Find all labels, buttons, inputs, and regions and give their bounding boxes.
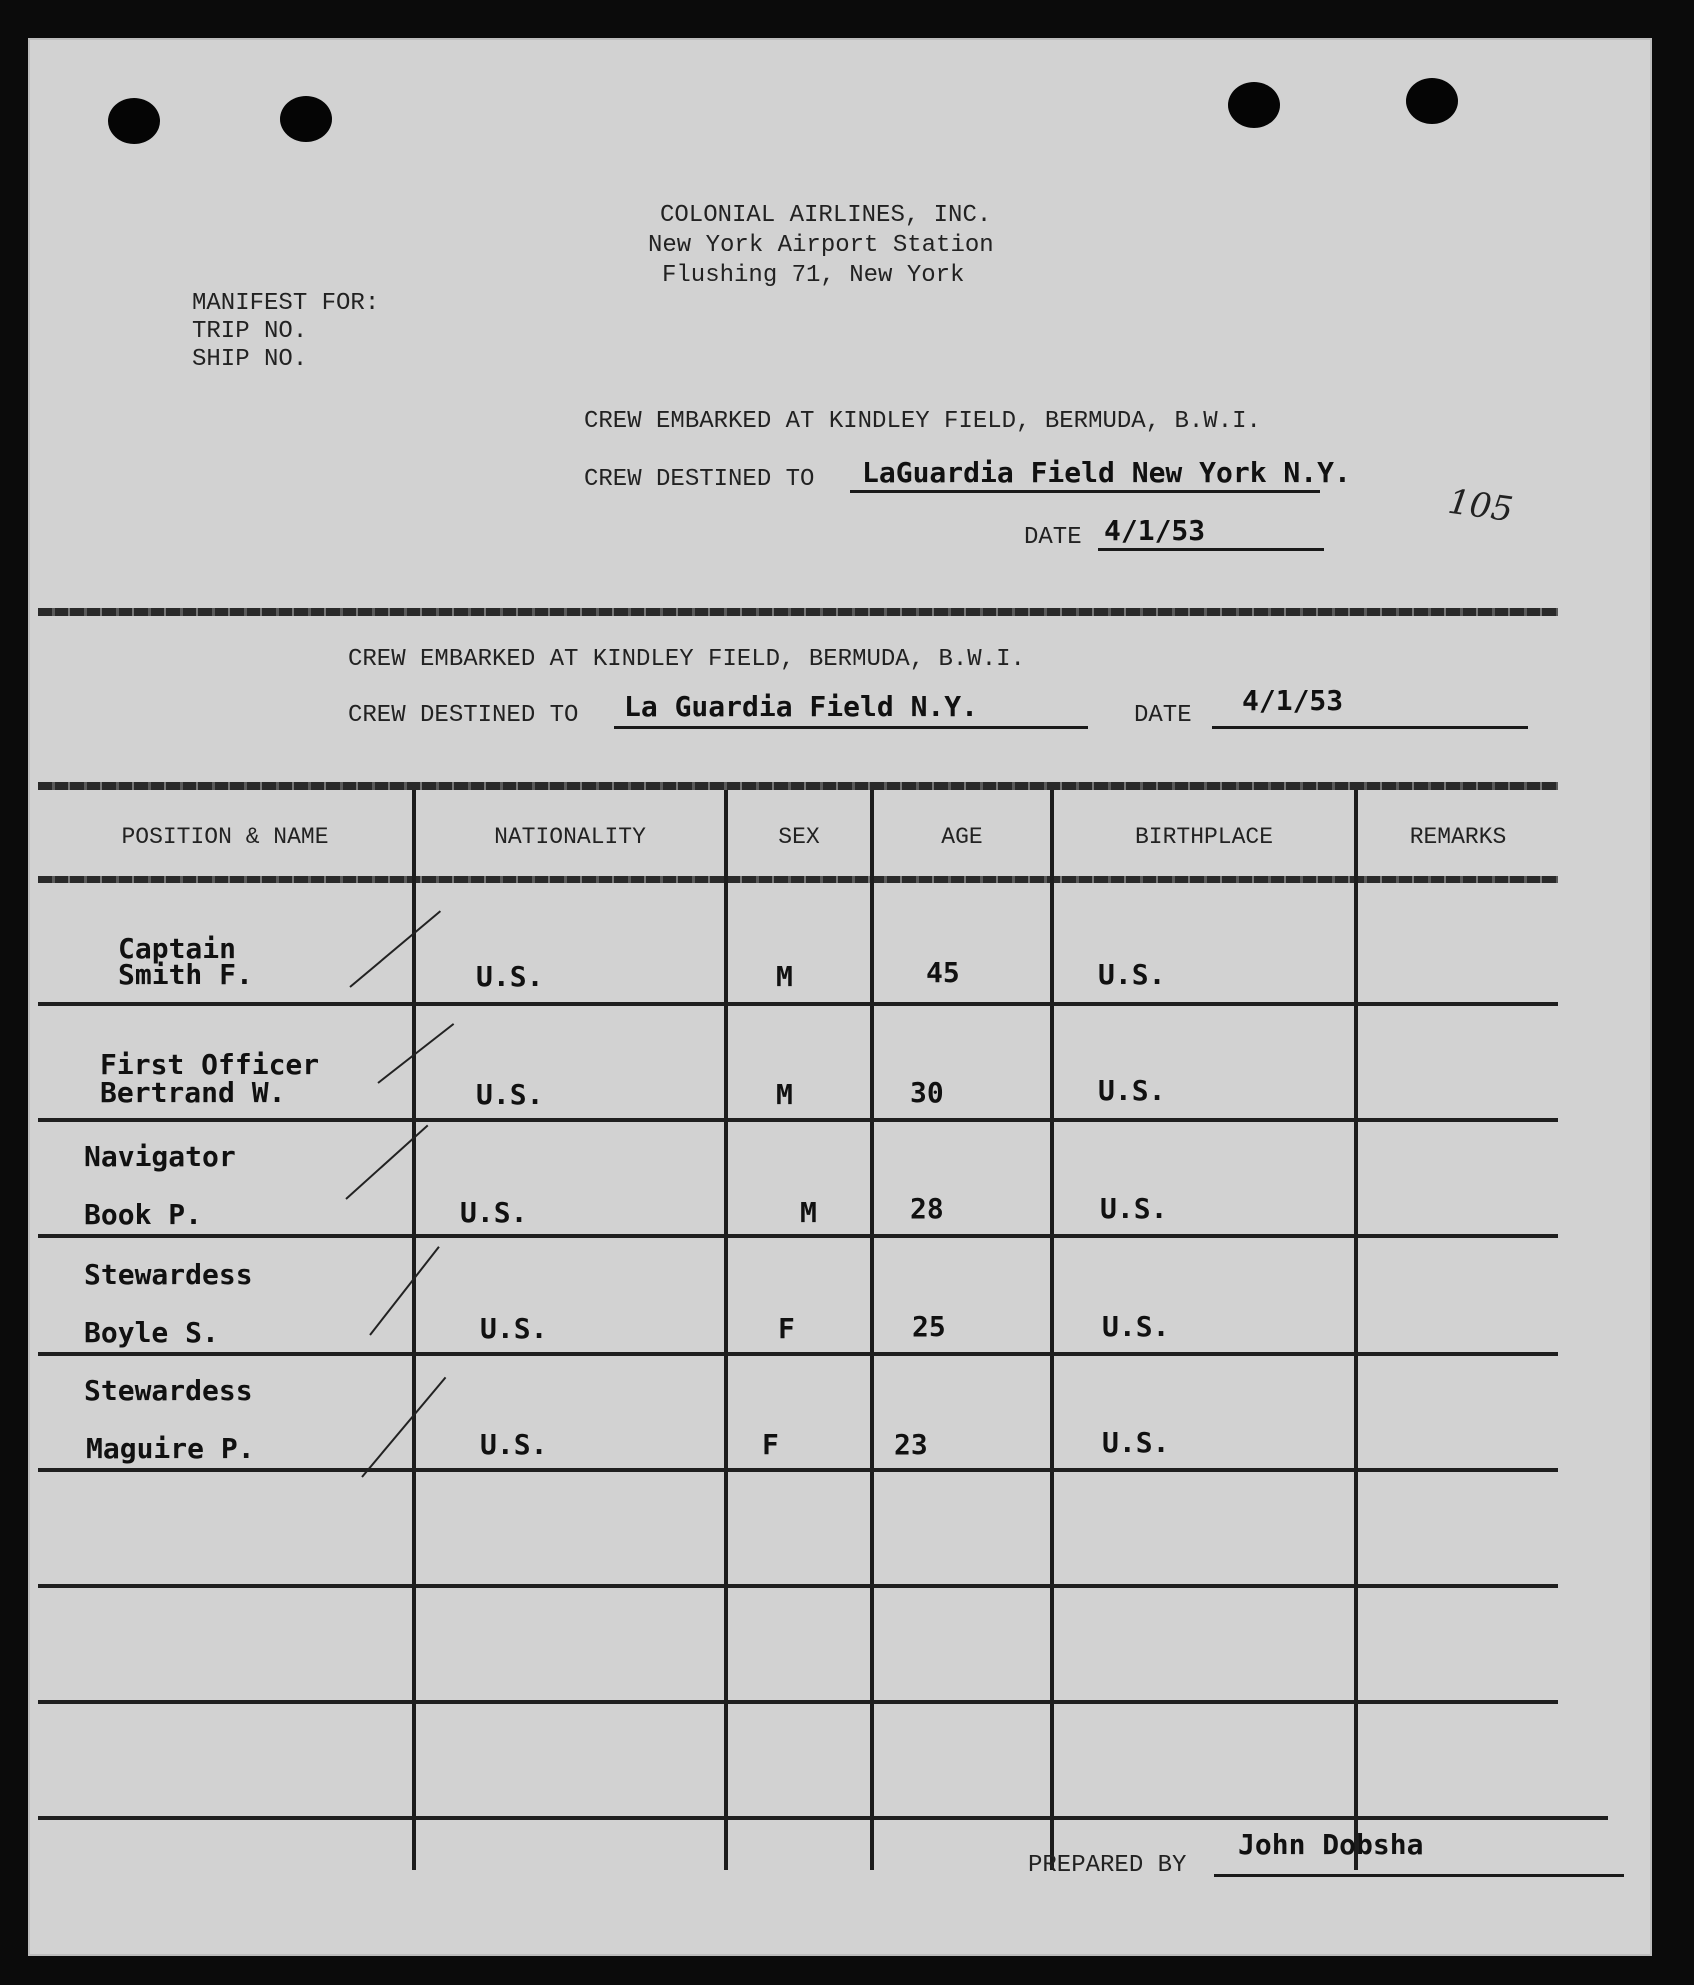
header-position-name: POSITION & NAME: [121, 824, 329, 850]
crew-nationality: U.S.: [480, 1428, 548, 1461]
manifest-page: [28, 38, 1652, 1956]
column-divider: [724, 790, 728, 1870]
row-divider: [38, 1700, 1558, 1704]
crew-nationality: U.S.: [476, 1078, 544, 1111]
embarked-line-second: CREW EMBARKED AT KINDLEY FIELD, BERMUDA, B.W.I.: [348, 646, 1025, 673]
crew-age: 28: [910, 1192, 944, 1225]
crew-birthplace: U.S.: [1102, 1426, 1170, 1459]
crew-nationality: U.S.: [460, 1196, 528, 1229]
destination-underline-second: [614, 726, 1088, 729]
crew-nationality: U.S.: [480, 1312, 548, 1345]
header-bottom-border: [38, 876, 1558, 883]
crew-age: 30: [910, 1076, 944, 1109]
crew-nationality: U.S.: [476, 960, 544, 993]
crew-birthplace: U.S.: [1098, 958, 1166, 991]
crew-sex: M: [776, 960, 793, 993]
prepared-by-label: PREPARED BY: [1028, 1852, 1187, 1879]
crew-name: Bertrand W.: [100, 1076, 286, 1109]
destined-label-top: CREW DESTINED TO: [584, 466, 815, 493]
row-divider: [38, 1234, 1558, 1238]
date-label-top: DATE: [1024, 524, 1082, 551]
crew-sex: M: [800, 1196, 817, 1229]
destination-second: La Guardia Field N.Y.: [624, 690, 979, 723]
table-top-border: [38, 782, 1558, 790]
station-name: New York Airport Station: [648, 232, 994, 259]
column-divider: [1050, 790, 1054, 1870]
header-remarks: REMARKS: [1409, 824, 1507, 850]
ship-no-label: SHIP NO.: [192, 346, 308, 373]
check-mark-icon: [361, 1377, 446, 1478]
prepared-by-underline: [1214, 1874, 1624, 1877]
manifest-for-label: MANIFEST FOR:: [192, 290, 380, 317]
check-mark-icon: [369, 1246, 440, 1335]
crew-position: Stewardess: [84, 1258, 253, 1291]
crew-birthplace: U.S.: [1098, 1074, 1166, 1107]
crew-birthplace: U.S.: [1100, 1192, 1168, 1225]
column-divider: [870, 790, 874, 1870]
table-bottom-border: [38, 1816, 1608, 1820]
row-divider: [38, 1468, 1558, 1472]
crew-position: First Officer: [100, 1048, 320, 1081]
crew-position: Navigator: [84, 1140, 236, 1173]
crew-age: 45: [926, 956, 960, 989]
punch-hole-icon: [1406, 78, 1458, 124]
separator-line: [38, 608, 1558, 616]
embarked-line-top: CREW EMBARKED AT KINDLEY FIELD, BERMUDA, B.W.I.: [584, 408, 1261, 435]
crew-sex: F: [778, 1312, 795, 1345]
punch-hole-icon: [1228, 82, 1280, 128]
crew-name: Smith F.: [118, 958, 253, 991]
prepared-by-name: John Dobsha: [1238, 1828, 1424, 1861]
destination-top: LaGuardia Field New York N.Y.: [862, 456, 1351, 489]
crew-age: 23: [894, 1428, 928, 1461]
handwritten-number: 105: [1445, 481, 1516, 531]
crew-name: Boyle S.: [84, 1316, 219, 1349]
header-nationality: NATIONALITY: [494, 824, 646, 850]
row-divider: [38, 1352, 1558, 1356]
check-mark-icon: [349, 910, 441, 987]
trip-no-label: TRIP NO.: [192, 318, 308, 345]
destined-label-second: CREW DESTINED TO: [348, 702, 579, 729]
punch-hole-icon: [108, 98, 160, 144]
crew-age: 25: [912, 1310, 946, 1343]
date-second: 4/1/53: [1242, 684, 1344, 717]
crew-sex: M: [776, 1078, 793, 1111]
punch-hole-icon: [280, 96, 332, 142]
crew-position: Captain: [118, 932, 237, 965]
crew-birthplace: U.S.: [1102, 1310, 1170, 1343]
station-address: Flushing 71, New York: [662, 262, 965, 289]
company-name: COLONIAL AIRLINES, INC.: [660, 202, 992, 229]
date-top: 4/1/53: [1104, 514, 1206, 547]
header-sex: SEX: [778, 824, 820, 850]
date-underline-second: [1212, 726, 1528, 729]
column-divider: [1354, 790, 1358, 1870]
header-birthplace: BIRTHPLACE: [1134, 824, 1274, 850]
header-age: AGE: [941, 824, 983, 850]
date-underline-top: [1098, 548, 1324, 551]
date-label-second: DATE: [1134, 702, 1192, 729]
crew-name: Book P.: [84, 1198, 203, 1231]
row-divider: [38, 1584, 1558, 1588]
column-divider: [412, 790, 416, 1870]
crew-sex: F: [762, 1428, 779, 1461]
row-divider: [38, 1118, 1558, 1122]
crew-position: Stewardess: [84, 1374, 253, 1407]
crew-name: Maguire P.: [86, 1432, 255, 1465]
destination-underline-top: [850, 490, 1320, 493]
row-divider: [38, 1002, 1558, 1006]
